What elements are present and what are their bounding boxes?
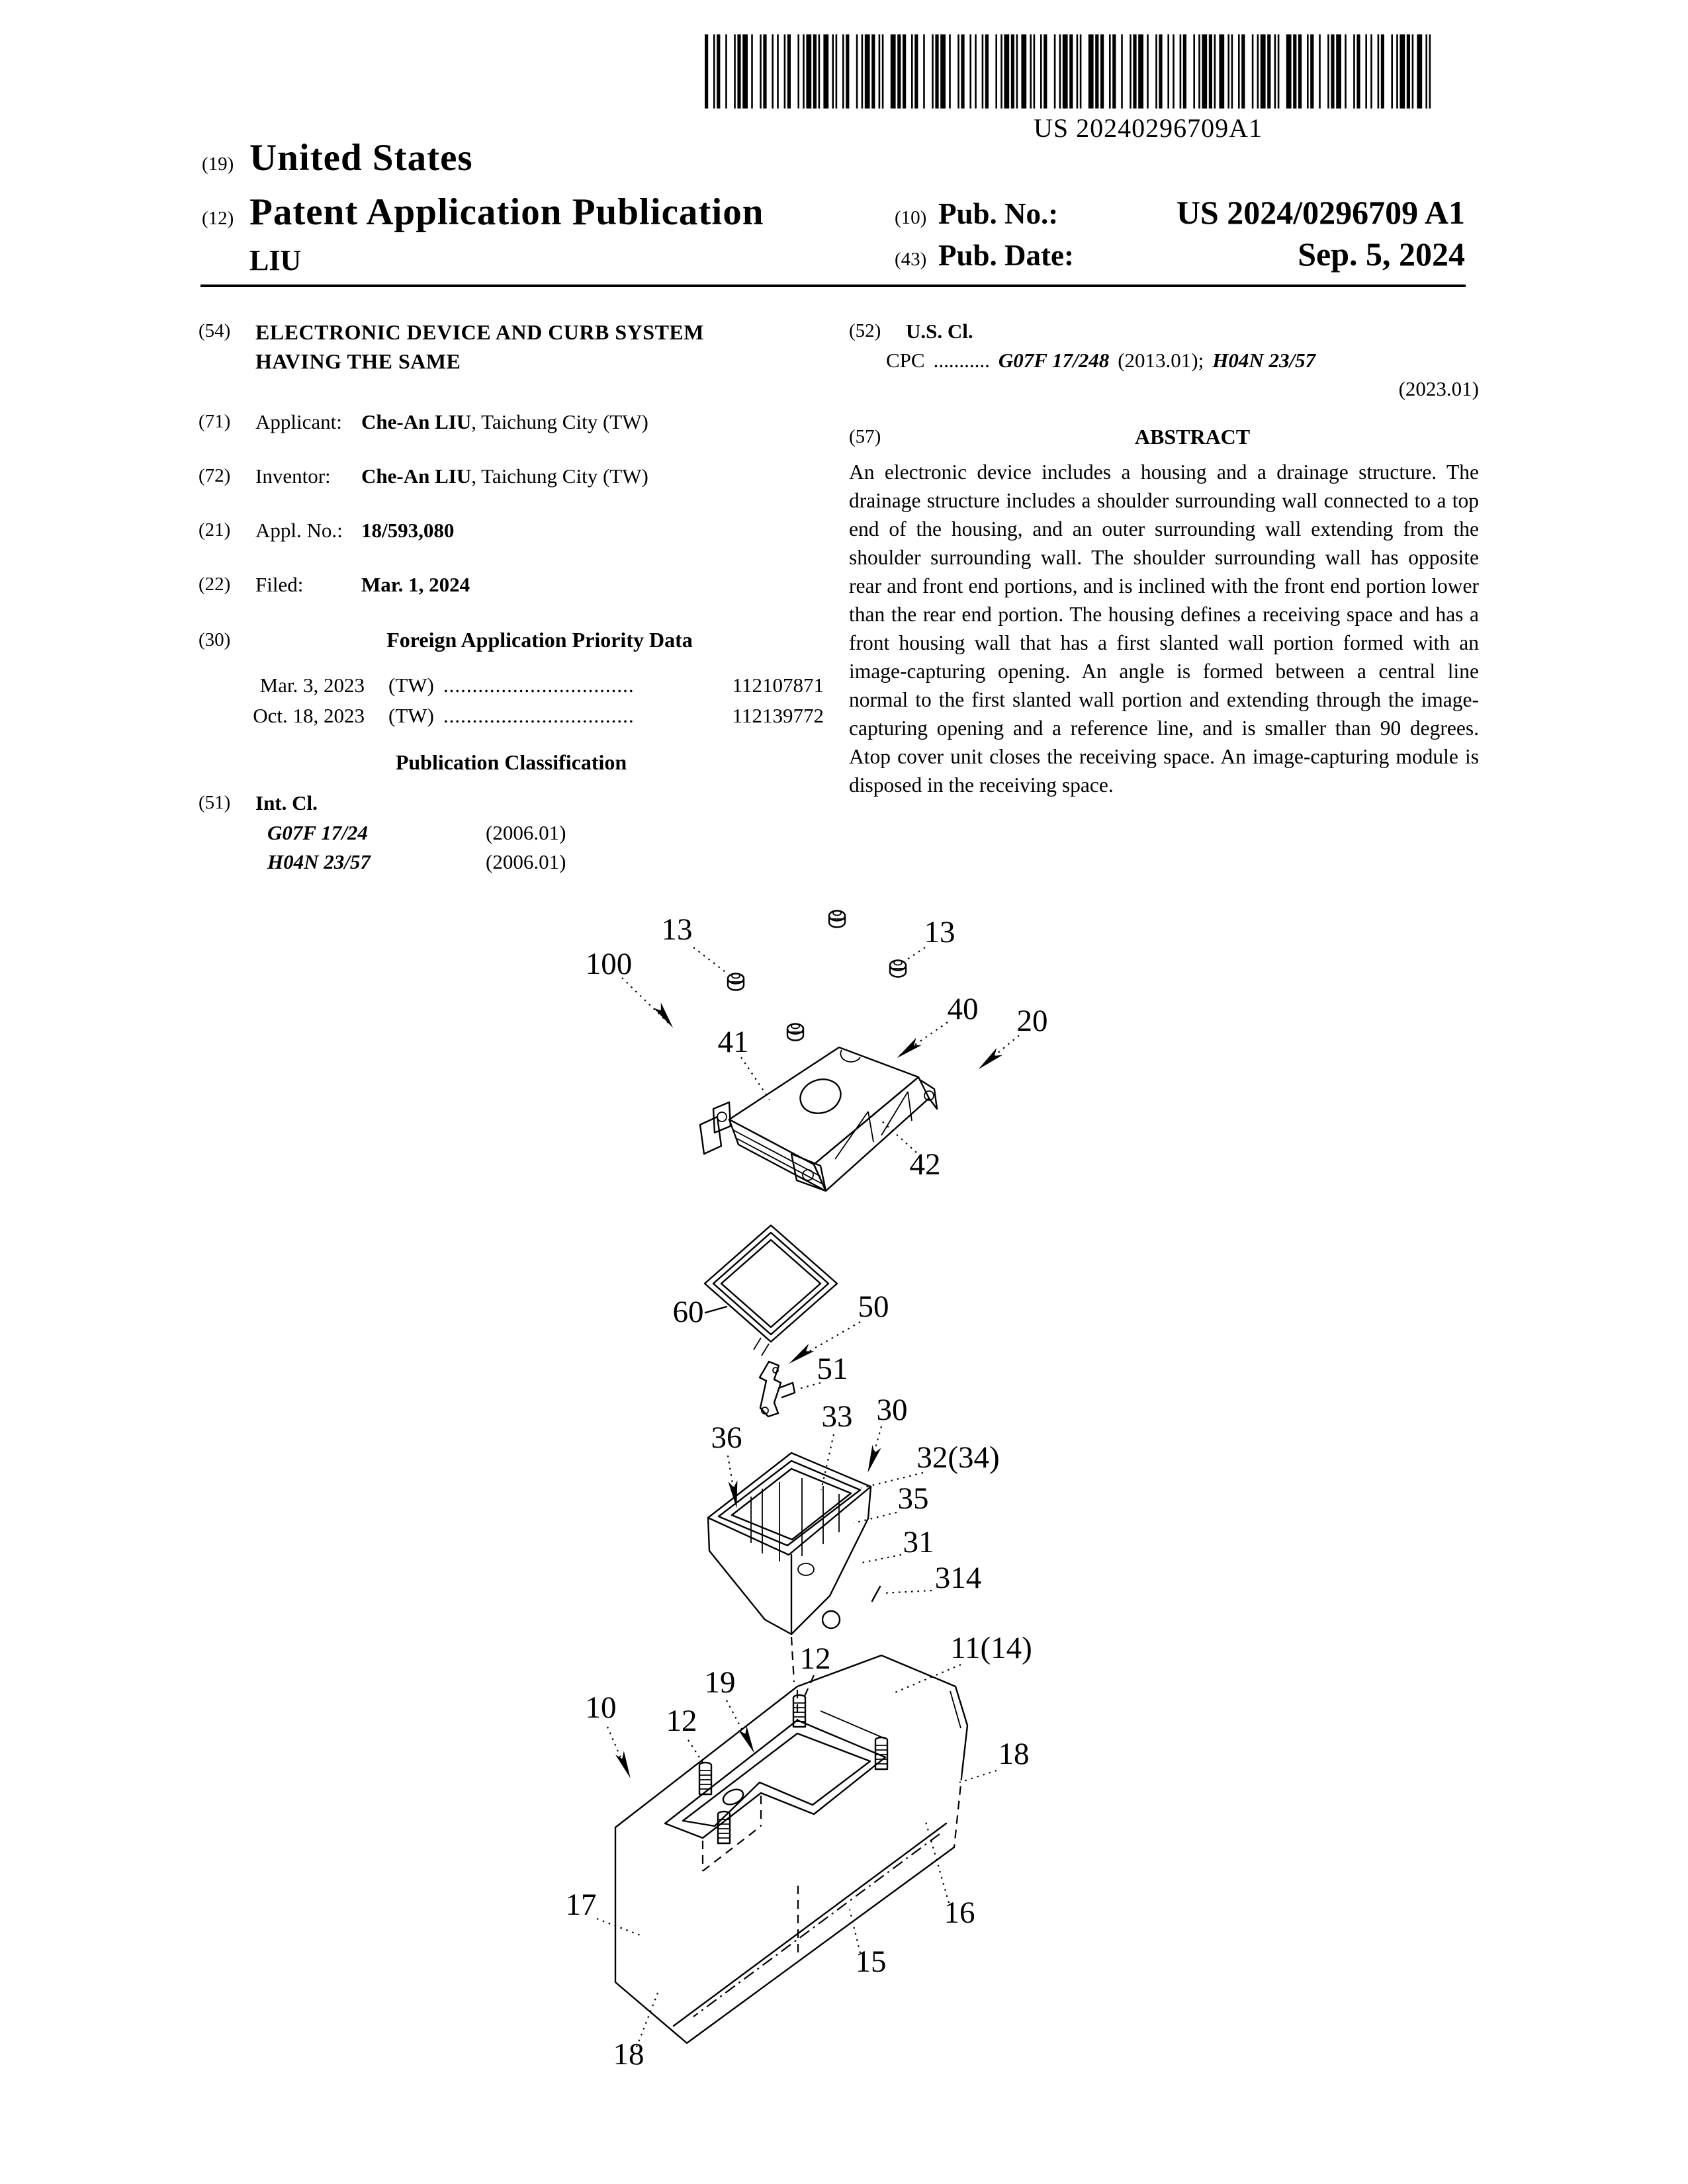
inid-19: (19) xyxy=(202,153,234,175)
part-label: 20 xyxy=(1016,1004,1048,1038)
inid-12: (12) xyxy=(202,208,234,229)
title-row xyxy=(199,318,824,376)
priority-table xyxy=(199,670,824,731)
part-label: 15 xyxy=(855,1944,887,1979)
inid-52: (52) xyxy=(849,320,881,341)
part-label: 314 xyxy=(934,1561,982,1595)
header-pub-no xyxy=(895,193,1465,232)
priority-title: Foreign Application Priority Data xyxy=(386,628,693,652)
priority-row: Oct. 18, 2023 (TW) ................................. 112139772 xyxy=(253,704,824,727)
part-label: 35 xyxy=(897,1481,929,1516)
screw-fasteners xyxy=(728,911,906,1041)
priority-heading-row xyxy=(199,627,824,654)
appl-no: Appl. No.: 18/593,080 xyxy=(255,519,455,542)
pub-date-label: Pub. Date: xyxy=(938,239,1074,272)
part-label: 11(14) xyxy=(950,1631,1032,1665)
inid-43: (43) xyxy=(895,249,927,270)
part-label: 12 xyxy=(666,1704,697,1738)
priority-row: Mar. 3, 2023 (TW) ................................. 112107871 xyxy=(259,674,824,697)
barcode xyxy=(705,34,1439,147)
invention-title: ELECTRONIC DEVICE AND CURB SYSTEM HAVING THE SAME xyxy=(255,320,704,373)
inid-71: (71) xyxy=(199,411,231,432)
inventor-surname: LIU xyxy=(249,244,302,277)
part-label: 33 xyxy=(821,1399,853,1434)
cpc-line: CPC ........... G07F 17/248 (2013.01); H04N 23/57 xyxy=(886,349,1316,372)
intcl-row: G07F 17/24 (2006.01) xyxy=(267,821,566,844)
header-pub-date xyxy=(895,235,1465,273)
part-label: 17 xyxy=(565,1888,597,1922)
part-label: 36 xyxy=(711,1420,742,1455)
appl-no-row xyxy=(199,517,824,544)
part-label: 60 xyxy=(672,1295,704,1329)
gasket-frame xyxy=(705,1225,837,1356)
intcl-row: H04N 23/57 (2006.01) xyxy=(267,850,566,873)
part-label: 18 xyxy=(613,2037,644,2072)
pub-no-label: Pub. No.: xyxy=(938,197,1059,230)
part-label: 10 xyxy=(585,1690,617,1725)
inid-10: (10) xyxy=(895,207,927,228)
intcl-heading-row xyxy=(199,789,824,816)
part-label: 32(34) xyxy=(916,1440,1000,1475)
part-label: 19 xyxy=(704,1665,736,1700)
inid-72: (72) xyxy=(199,465,231,486)
intcl-label: Int. Cl. xyxy=(255,791,318,814)
inid-21: (21) xyxy=(199,519,231,541)
uscl-label: U.S. Cl. xyxy=(906,320,973,343)
header-inventor-surname xyxy=(249,243,301,277)
part-label: 13 xyxy=(924,915,955,949)
inventor-row xyxy=(199,462,824,490)
part-label: 16 xyxy=(944,1896,975,1930)
header-kind xyxy=(202,191,764,234)
pub-no-value: US 2024/0296709 A1 xyxy=(1176,194,1465,231)
inid-54: (54) xyxy=(199,320,231,341)
uscl-heading-row xyxy=(849,318,1479,345)
part-label: 100 xyxy=(585,947,633,981)
cpc-year2: (2023.01) xyxy=(1398,377,1479,400)
hinge-bracket xyxy=(760,1362,795,1417)
part-label: 42 xyxy=(909,1147,941,1182)
inid-51: (51) xyxy=(199,792,231,813)
intcl-table xyxy=(199,818,824,877)
part-label: 31 xyxy=(903,1525,934,1559)
part-label: 51 xyxy=(817,1352,848,1386)
publication-kind: Patent Application Publication xyxy=(249,191,764,233)
abstract-title: ABSTRACT xyxy=(1134,425,1251,449)
applicant-row xyxy=(199,408,824,435)
part-label: 50 xyxy=(858,1289,889,1324)
patent-figure xyxy=(556,893,1191,2154)
filed-date: Filed: Mar. 1, 2024 xyxy=(255,573,470,596)
barcode-number: US 20240296709A1 xyxy=(1033,113,1263,143)
barcode-bars xyxy=(705,34,1439,110)
pub-date-value: Sep. 5, 2024 xyxy=(1298,236,1465,273)
inid-22: (22) xyxy=(199,574,231,595)
abstract-heading-row xyxy=(849,423,1479,451)
header-country xyxy=(202,136,473,179)
inid-57: (57) xyxy=(849,426,881,447)
part-label: 18 xyxy=(998,1737,1030,1771)
part-label: 30 xyxy=(876,1393,908,1427)
header-divider xyxy=(200,284,1466,287)
filed-row xyxy=(199,571,824,598)
leader-lines xyxy=(597,947,1019,2047)
top-cover-unit xyxy=(700,1047,937,1191)
part-label: 40 xyxy=(947,992,979,1026)
abstract-text: An electronic device includes a housing and a drainage structure. The drainage structure includes a shoulder surrounding wall connected to a top end of the housing, and an outer surrounding wall extending from the shoulder surrounding wall. The shoulder surrounding wall has opposite rear and front end portions, and is inclined with the front end portion lower than the rear end portion. The housing defines a receiving space and has a front housing wall that has a first slanted wall portion formed with an image-capturing opening. An angle is formed between a central line normal to the first slanted wall portion and extending through the image-capturing opening and a reference line, and is smaller than 90 degrees. Atop cover unit closes the receiving space. An image-capturing module is disposed in the receiving space. xyxy=(849,460,1479,797)
inventor: Inventor: Che-An LIU, Taichung City (TW) xyxy=(255,464,648,488)
applicant: Applicant: Che-An LIU, Taichung City (TW) xyxy=(255,410,648,433)
part-label: 41 xyxy=(717,1025,749,1059)
part-label: 12 xyxy=(799,1641,831,1676)
inid-30: (30) xyxy=(199,629,231,650)
country-name: United States xyxy=(249,137,473,179)
publication-classification-title: Publication Classification xyxy=(395,750,627,774)
part-label: 13 xyxy=(661,912,693,947)
